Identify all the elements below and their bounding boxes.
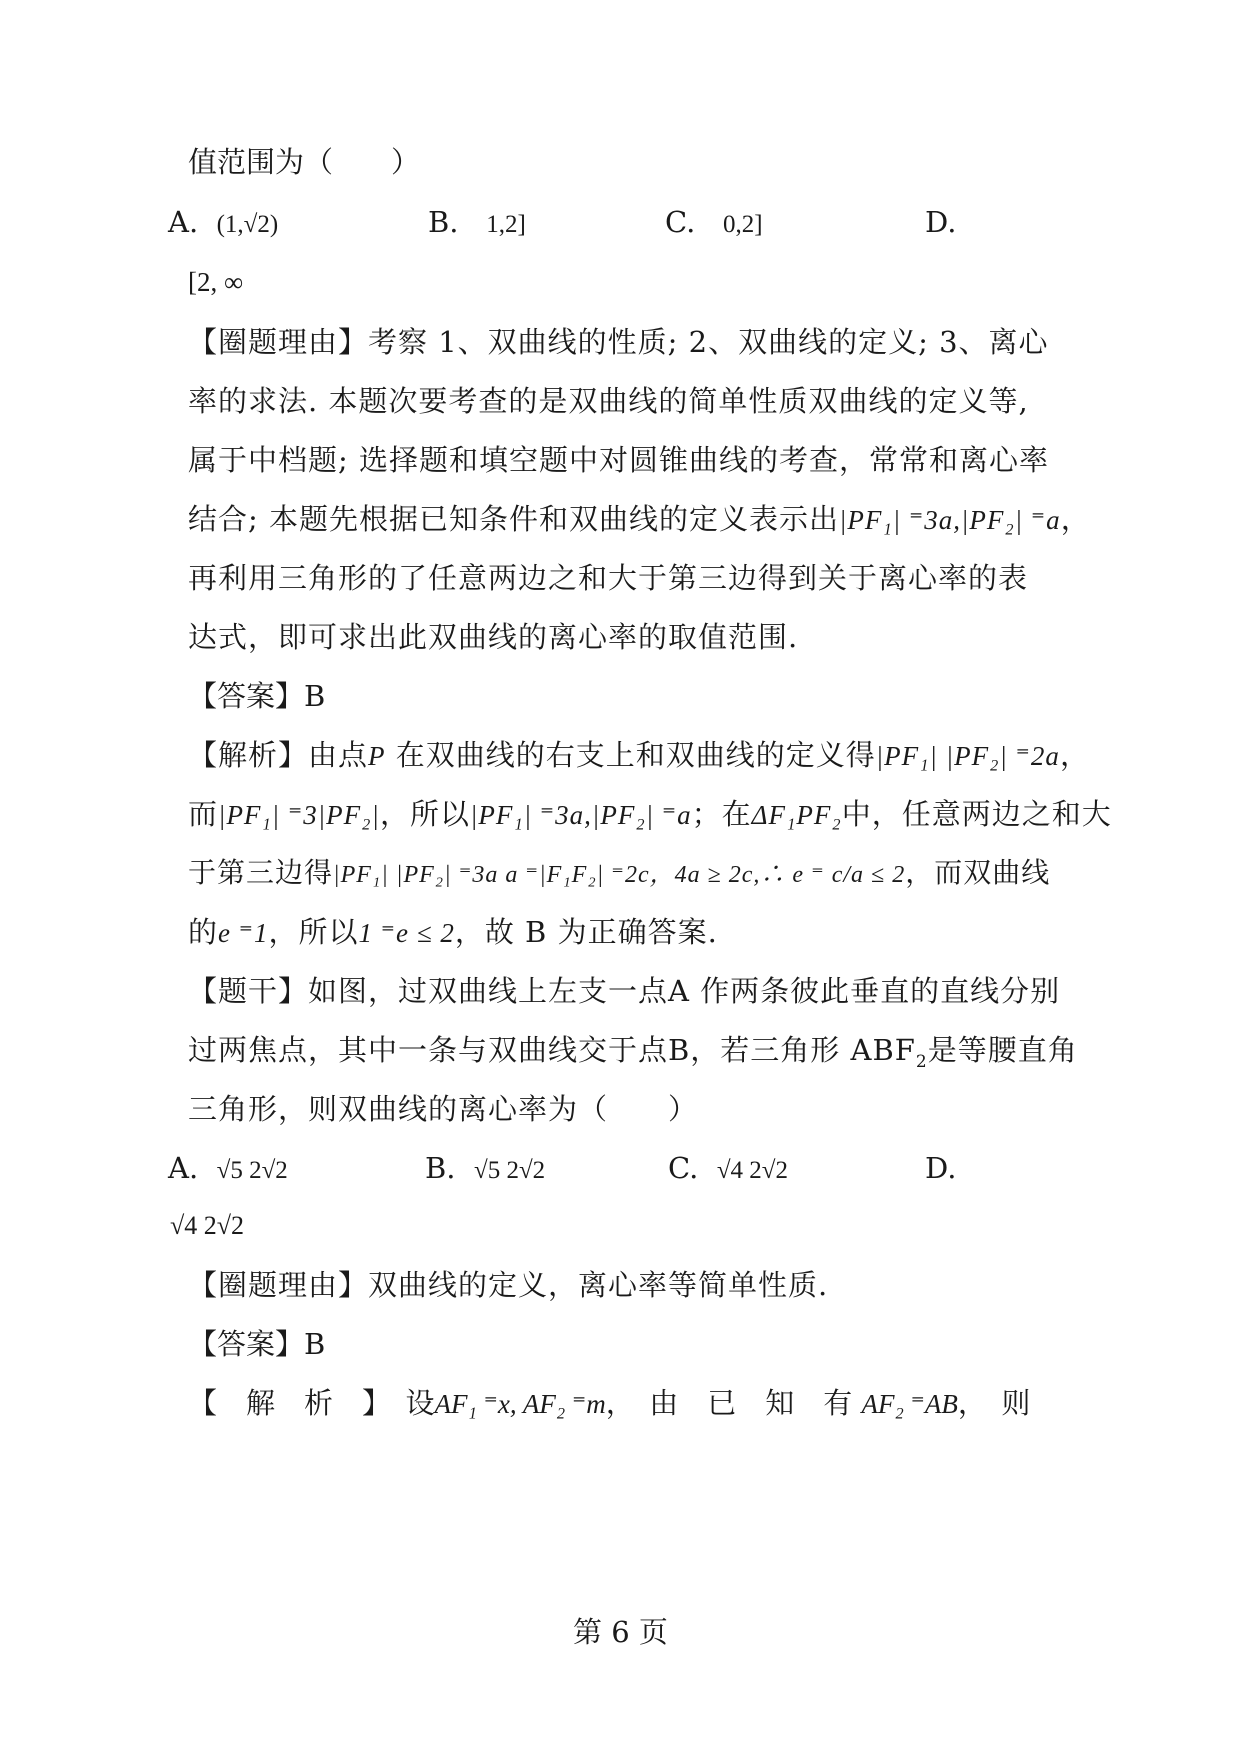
- text-span: ，故 B 为正确答案.: [454, 915, 718, 949]
- q1-option-d-value: [2, ∞: [188, 267, 244, 297]
- text-span: 而: [188, 797, 219, 831]
- q1-option-b: [428, 202, 526, 245]
- text-span: ，所以: [268, 915, 359, 949]
- math-expression: e ⁼1: [218, 918, 269, 948]
- text-line: [188, 794, 1112, 835]
- math-expression: |PF₁| |PF₂| ⁼2a: [875, 741, 1060, 771]
- text-span: 【解析】由点: [188, 738, 369, 772]
- option-value: 0,2]: [723, 211, 763, 238]
- text-line: 属于中档题; 选择题和填空题中对圆锥曲线的考查，常常和离心率: [188, 443, 1049, 477]
- option-value: √5 2√2: [216, 1157, 288, 1184]
- text-line: 再利用三角形的了任意两边之和大于第三边得到关于离心率的表: [188, 561, 1029, 595]
- text-line: 值范围为（ ）: [188, 145, 421, 179]
- text-span: ， 则: [957, 1386, 1031, 1420]
- text-line: [188, 1030, 1078, 1082]
- text-span: 是等腰直角: [927, 1033, 1078, 1067]
- math-expression: |PF₁| ⁼3a,|PF₂| ⁼a: [469, 800, 692, 830]
- q1-option-a: [168, 202, 278, 245]
- option-label: D.: [925, 205, 957, 239]
- option-value: (1,√2): [216, 211, 279, 238]
- text-line: 【题干】如图，过双曲线上左支一点A 作两条彼此垂直的直线分别: [188, 974, 1061, 1008]
- q2-option-b: [425, 1148, 545, 1191]
- text-line: [188, 853, 1068, 895]
- math-expression: AF₁ ⁼x, AF₂ ⁼m: [434, 1389, 606, 1419]
- text-span: 结合; 本题先根据已知条件和双曲线的定义表示出: [188, 502, 839, 536]
- text-span: 于第三边得: [188, 856, 334, 889]
- q2-option-a: [168, 1148, 288, 1191]
- text-line: 结合; 本题先根据已知条件和双曲线的定义表示出|PF₁| ⁼3a,|PF₂| ⁼a，: [188, 502, 1091, 536]
- text-span: 【 解 析 】 设: [188, 1386, 435, 1420]
- option-label: C.: [668, 1151, 699, 1185]
- math-expression: AF₂ ⁼AB: [861, 1389, 958, 1419]
- text-span: 中，任意两边之和大: [841, 797, 1112, 831]
- answer-line: 【答案】B: [188, 1327, 326, 1361]
- text-line: 【圈题理由】考察 1、双曲线的性质; 2、双曲线的定义; 3、离心: [188, 325, 1049, 359]
- text-span: 在双曲线的右支上和双曲线的定义得: [395, 738, 876, 772]
- text-line: [188, 1383, 1068, 1424]
- option-label: D.: [925, 1151, 957, 1185]
- option-label: B.: [428, 205, 459, 239]
- option-value: 1,2]: [486, 211, 526, 238]
- q2-option-d-value: √4 2√2: [170, 1211, 245, 1240]
- text-line: 率的求法. 本题次要考查的是双曲线的简单性质双曲线的定义等,: [188, 384, 1029, 418]
- option-label: C.: [665, 205, 696, 239]
- math-expression: ΔF₁PF₂: [751, 800, 842, 830]
- q1-option-c: [665, 202, 763, 245]
- option-value: √5 2√2: [473, 1157, 546, 1184]
- q1-option-d: [925, 202, 956, 242]
- option-value: √4 2√2: [716, 1157, 789, 1184]
- math-expression: |PF₁| ⁼3a,|PF₂| ⁼a: [839, 505, 1061, 535]
- math-expression: |PF₁| ⁼3|PF₂|: [218, 800, 380, 830]
- text-line: [188, 912, 1068, 953]
- math-expression: |PF₁| |PF₂| ⁼3a a ⁼|F₁F₂| ⁼2c，4a ≥ 2c,∴ e ⁼ c/a ≤ 2: [333, 862, 906, 888]
- q2-option-c: [668, 1148, 788, 1191]
- page-footer: 第 6 页: [573, 1615, 668, 1649]
- text-line: 三角形，则双曲线的离心率为（ ）: [188, 1092, 699, 1126]
- text-span: ，所以: [379, 797, 470, 831]
- math-expression: P: [368, 741, 386, 771]
- text-span: ， 由 已 知 有: [605, 1386, 853, 1420]
- math-expression: 1 ⁼e ≤ 2: [358, 918, 455, 948]
- answer-line: 【答案】B: [188, 679, 326, 713]
- option-label: A.: [168, 1151, 199, 1185]
- q2-option-d: [925, 1148, 956, 1188]
- subscript: 2: [915, 1051, 928, 1072]
- text-span: ，而双曲线: [905, 856, 1051, 889]
- text-span: 的: [188, 915, 219, 949]
- text-line: 【圈题理由】双曲线的定义，离心率等简单性质.: [188, 1268, 829, 1302]
- text-line: 【解析】由点P 在双曲线的右支上和双曲线的定义得|PF₁| |PF₂| ⁼2a，: [188, 738, 1090, 772]
- option-label: A.: [168, 205, 199, 239]
- text-span: 过两焦点，其中一条与双曲线交于点B，若三角形 ABF: [188, 1033, 916, 1067]
- text-line: 达式，即可求出此双曲线的离心率的取值范围.: [188, 620, 799, 654]
- text-span: ；在: [691, 797, 752, 831]
- option-label: B.: [425, 1151, 456, 1185]
